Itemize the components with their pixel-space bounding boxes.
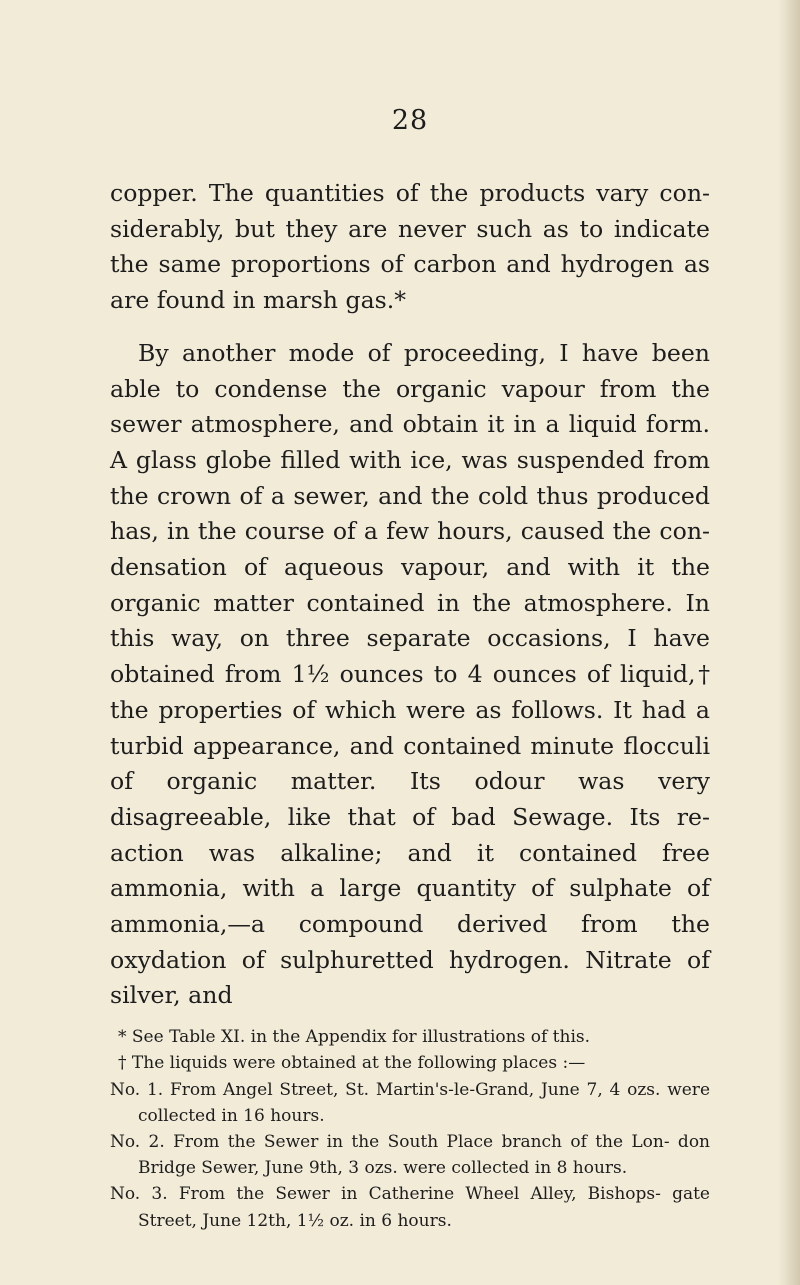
paragraph-1: copper. The quantities of the products vary con- siderably, but they are never such as to indicate the same proportions of carbon and hydrogen as are found in marsh gas.*	[110, 179, 710, 315]
footnotes	[110, 1024, 710, 1234]
body-text	[110, 176, 710, 1014]
page-text-block	[110, 104, 710, 1234]
footnote-item-3: No. 3. From the Sewer in Catherine Wheel Alley, Bishops- gate Street, June 12th, 1½ oz. in 6 hours.	[110, 1184, 710, 1231]
footnote-item-1: No. 1. From Angel Street, St. Martin's-le-Grand, June 7, 4 ozs. were collected in 16 hours.	[110, 1079, 710, 1126]
footnote-dagger: † The liquids were obtained at the following places :—	[118, 1053, 586, 1074]
page-edge-shadow	[778, 0, 800, 1285]
footnote-item-2: No. 2. From the Sewer in the South Place branch of the Lon- don Bridge Sewer, June 9th, 3 ozs. were collected in 8 hours.	[110, 1131, 710, 1179]
page-number: 28	[391, 105, 429, 136]
paragraph-2: By another mode of proceeding, I have been able to condense the organic vapour from the sewer atmosphere, and obtain it in a liquid form. A glass globe filled with ice, was suspended from the crown of a sewer, and the cold thus produced has, in the course of a few hours, caused the con- densation of aqueous vapour, and with it the organic matter contained in the atmosphere. In this way, on three separate occasions, I have obtained from 1½ ounces to 4 ounces of liquid,† the properties of which were as follows. It had a turbid appearance, and contained minute flocculi of organic matter. Its odour was very disagreeable, like that of bad Sewage. Its re-action was alkaline; and it contained free ammonia, with a large quantity of sulphate of ammonia,—a compound derived from the oxydation of sulphuretted hydrogen. Nitrate of silver, and	[110, 338, 710, 1010]
footnote-star: * See Table XI. in the Appendix for illustrations of this.	[118, 1027, 591, 1048]
